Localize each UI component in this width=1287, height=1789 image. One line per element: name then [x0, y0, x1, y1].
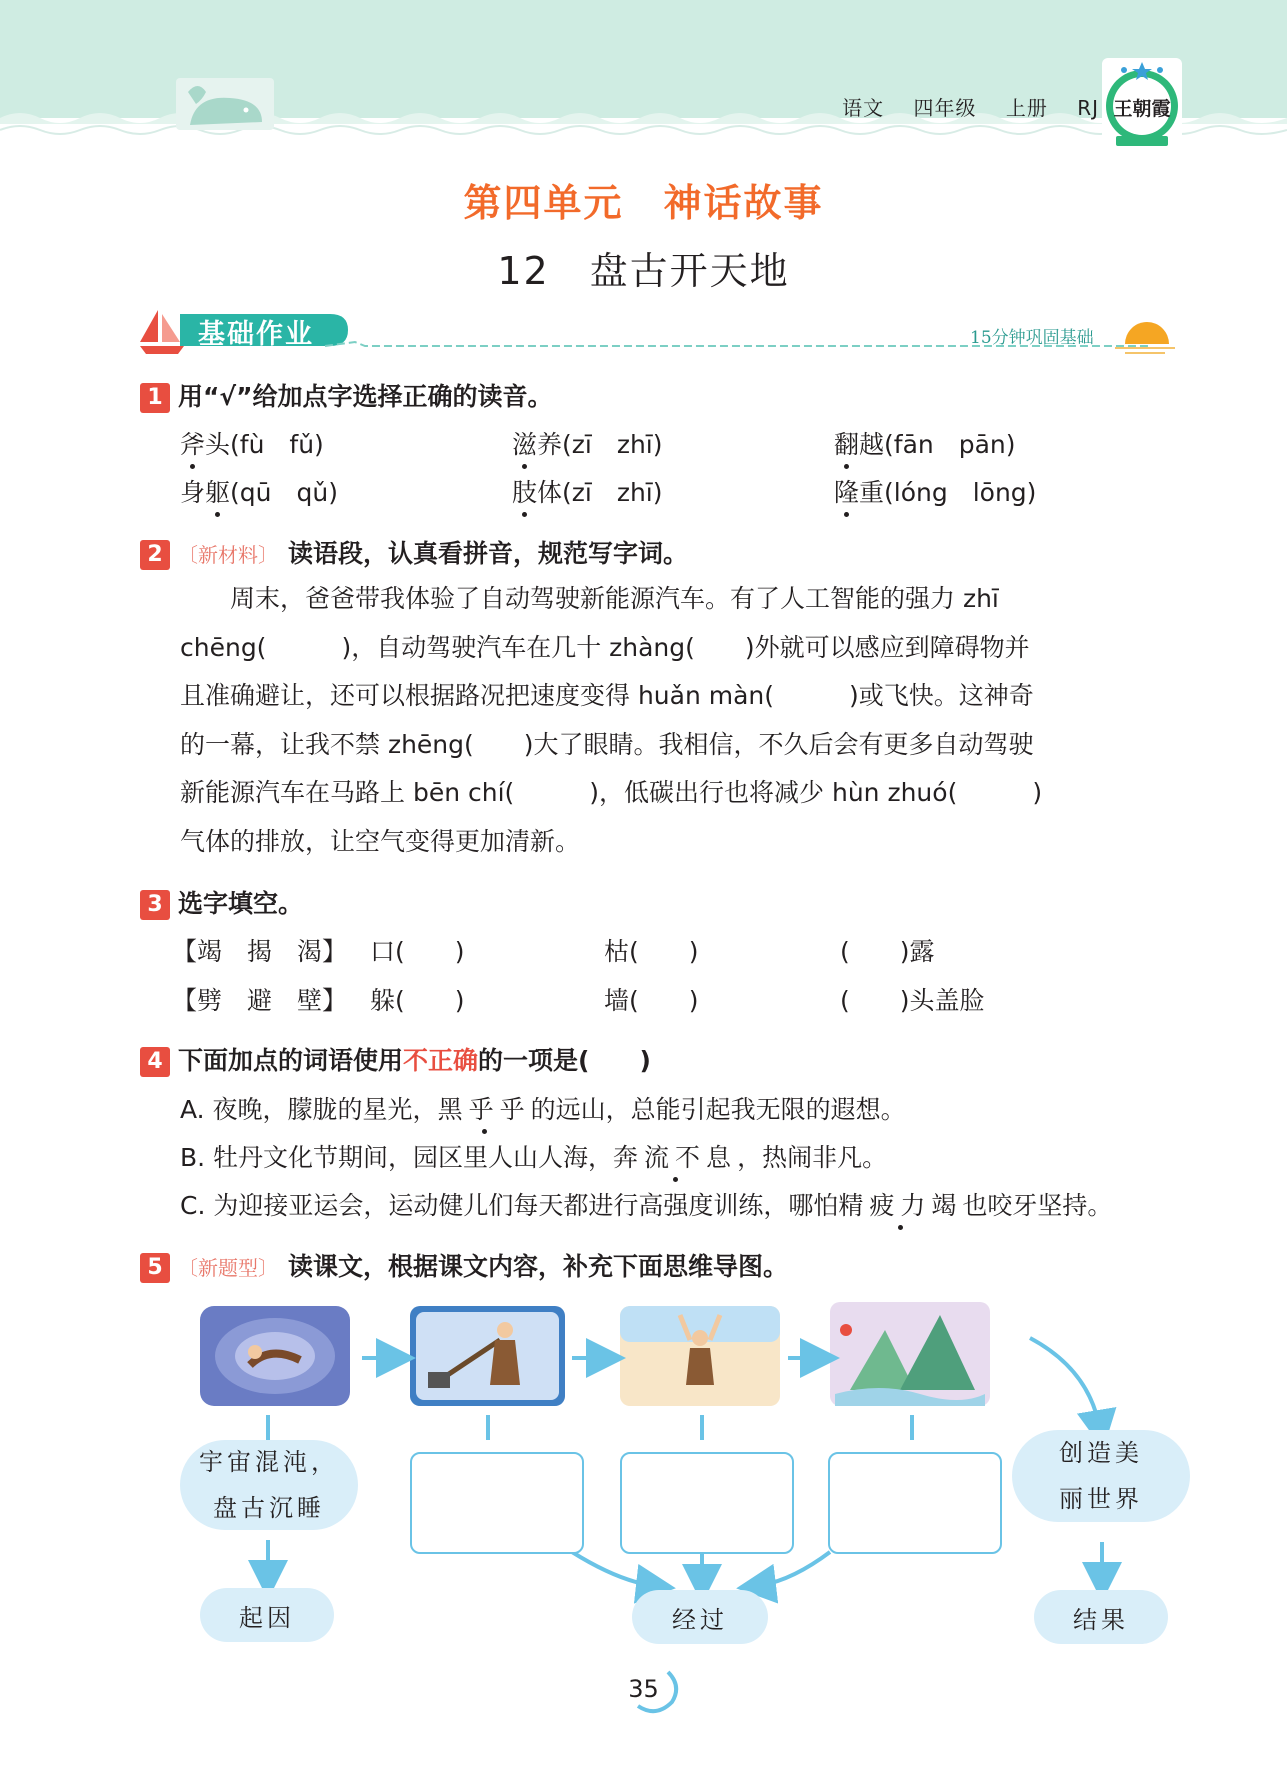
- passage-line: 气体的排放，让空气变得更加清新。: [180, 826, 581, 856]
- lesson-title: 12 盘古开天地: [497, 249, 790, 293]
- q3-title-row: [140, 884, 303, 920]
- q3-blank[interactable]: 枯( ): [604, 937, 699, 966]
- q4-number: 4: [140, 1047, 170, 1077]
- q2-title: 读语段，认真看拼音，规范写字词。: [288, 539, 689, 568]
- q1-item: 肢体(zī zhī): [512, 473, 663, 509]
- q4-option-c[interactable]: C. 为迎接亚运会，运动健儿们每天都进行高强度训练，哪怕精疲力竭也咬牙坚持。: [180, 1186, 1112, 1222]
- volume: 上册: [1005, 96, 1048, 120]
- page-number: 35: [628, 1675, 659, 1703]
- q3-number: 3: [140, 890, 170, 920]
- passage-line: 且准确避让，还可以根据路况把速度变得 huǎn màn( )或飞快。这神奇: [180, 681, 1034, 710]
- q4-title-row: 4 下面加点的词语使用不正确的一项是( ): [140, 1041, 651, 1077]
- subject-line: [820, 92, 1099, 121]
- q4-option-a[interactable]: A. 夜晚，朦胧的星光，黑乎乎的远山，总能引起我无限的遐想。: [180, 1090, 906, 1126]
- q2-title-row: [140, 534, 688, 570]
- q3-title: 选字填空。: [178, 889, 304, 918]
- q1-item: 斧头(fù fǔ): [180, 425, 324, 461]
- header-band: [0, 0, 1287, 150]
- q2-passage: [180, 575, 1175, 866]
- illustration-landscape: [830, 1302, 990, 1406]
- grade: 四年级: [913, 96, 977, 120]
- mind-map-answer-box-3[interactable]: [828, 1452, 1002, 1554]
- section-note: 15分钟巩固基础: [970, 328, 1094, 348]
- q3-group: 【劈 避 壁】: [172, 986, 348, 1015]
- illustration-chaos: [200, 1306, 350, 1406]
- q2-tag: 〔新材料〕: [178, 543, 278, 567]
- q3-blank[interactable]: ( )头盖脸: [840, 986, 985, 1015]
- subject: 语文: [842, 96, 885, 120]
- q5-title-row: [140, 1247, 788, 1283]
- q3-group: 【竭 揭 渴】: [172, 937, 348, 966]
- sailboat-icon: [140, 310, 184, 354]
- passage-line: 的一幕，让我不禁 zhēng( )大了眼睛。我相信，不久后会有更多自动驾驶: [180, 729, 1034, 759]
- q1-title-row: [140, 377, 553, 413]
- passage-line: 新能源汽车在马路上 bēn chí( )，低碳出行也将减少 hùn zhuó( ): [180, 778, 1043, 807]
- q5-title: 读课文，根据课文内容，补充下面思维导图。: [288, 1252, 789, 1281]
- mind-map-start-node: 宇宙混沌， 盘古沉睡: [180, 1440, 358, 1530]
- q5-tag: 〔新题型〕: [178, 1256, 278, 1280]
- edition: RJ: [1077, 96, 1099, 120]
- emphasis-incorrect: 不正确: [403, 1046, 479, 1075]
- q1-item: 滋养(zī zhī): [512, 425, 663, 461]
- q1-item: 隆重(lóng lōng): [834, 473, 1036, 509]
- unit-title: 第四单元 神话故事: [463, 181, 824, 225]
- q4-option-b[interactable]: B. 牡丹文化节期间，园区里人山人海，奔流不息，热闹非凡。: [180, 1138, 887, 1174]
- q3-blank[interactable]: 墙( ): [604, 986, 699, 1015]
- q2-number: 2: [140, 540, 170, 570]
- q3-blank[interactable]: ( )露: [840, 937, 935, 966]
- mind-map-answer-box-2[interactable]: [620, 1452, 794, 1554]
- label-process: 经过: [632, 1590, 768, 1644]
- illustration-holding-sky: [620, 1306, 780, 1406]
- passage-line: 周末，爸爸带我体验了自动驾驶新能源汽车。有了人工智能的强力 zhī: [180, 584, 999, 613]
- illustration-axe: [410, 1306, 565, 1406]
- q1-number: 1: [140, 383, 170, 413]
- sunset-icon: [1115, 322, 1175, 353]
- brand-logo: [1102, 58, 1182, 150]
- section-title: 基础作业: [198, 319, 314, 350]
- q1-title: 用“√”给加点字选择正确的读音。: [178, 382, 553, 411]
- q5-number: 5: [140, 1253, 170, 1283]
- label-result: 结果: [1034, 1590, 1168, 1644]
- label-cause: 起因: [200, 1588, 334, 1642]
- q3-blank[interactable]: 口( ): [370, 937, 465, 966]
- mind-map-answer-box-1[interactable]: [410, 1452, 584, 1554]
- q1-item: 身躯(qū qǔ): [180, 473, 338, 509]
- whale-icon: [176, 78, 274, 130]
- q1-item: 翻越(fān pān): [834, 425, 1016, 461]
- q3-blank[interactable]: 躲( ): [370, 986, 465, 1015]
- mind-map-end-node: 创造美 丽世界: [1012, 1430, 1190, 1522]
- passage-line: chēng( )，自动驾驶汽车在几十 zhàng( )外就可以感应到障碍物并: [180, 632, 1030, 662]
- brand-logo-text: 王朝霞: [1113, 98, 1171, 120]
